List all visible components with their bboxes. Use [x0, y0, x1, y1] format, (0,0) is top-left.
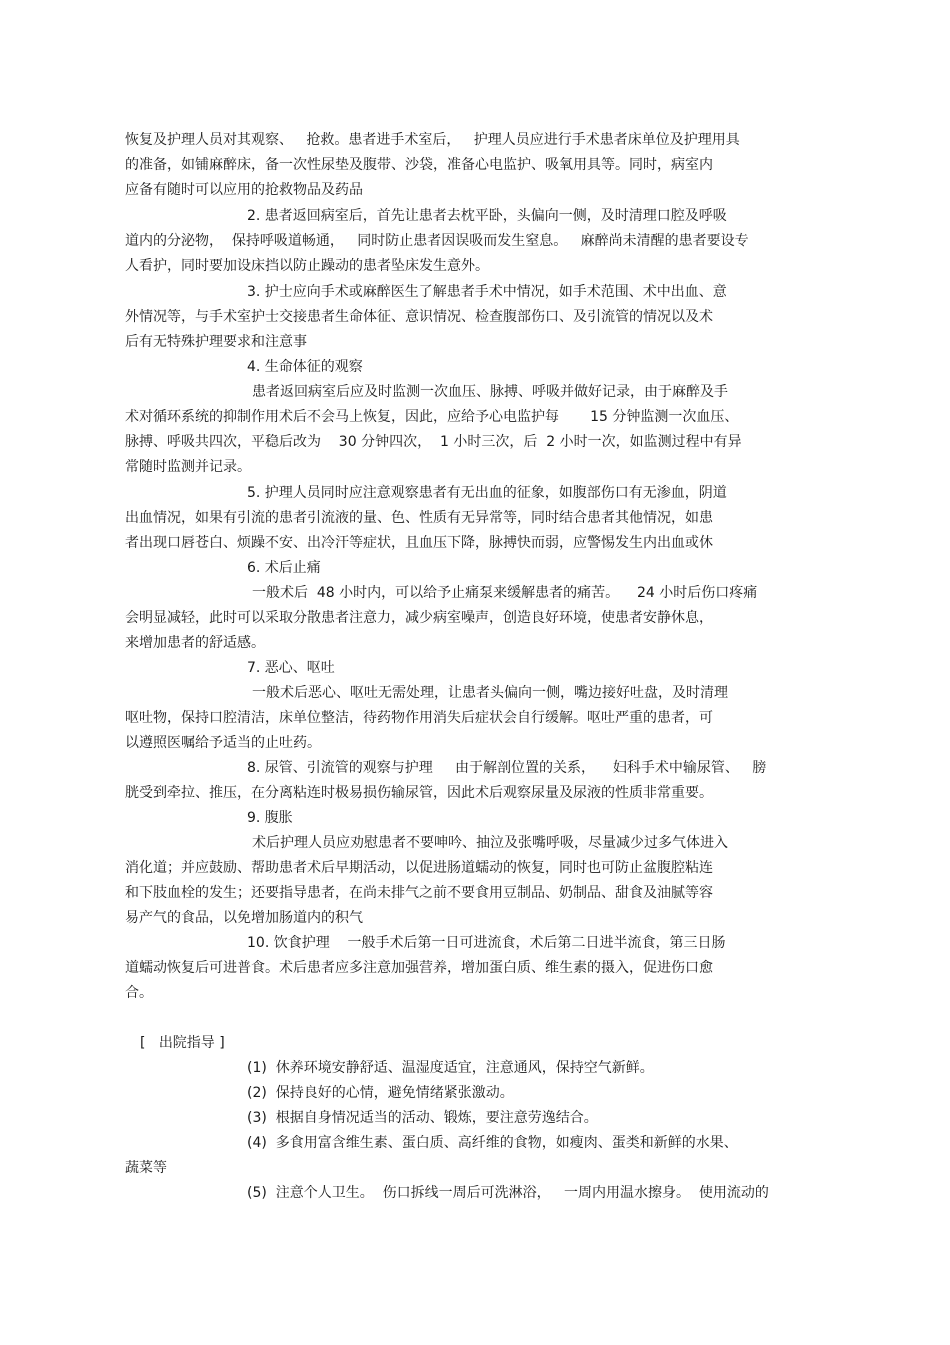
text-line: 以遵照医嘱给予适当的止吐药。: [125, 735, 321, 751]
text-line: 患者返回病室后应及时监测一次血压、脉搏、呼吸并做好记录，由于麻醉及手: [252, 384, 728, 400]
section-item-10: 10. 饮食护理 一般手术后第一日可进流食，术后第二日进半流食，第三日肠: [247, 935, 726, 951]
text-line: 道内的分泌物， 保持呼吸道畅通， 同时防止患者因误吸而发生窒息。 麻醉尚未清醒的患者要设专: [125, 233, 749, 249]
text-line: 脉搏、呼吸共四次，平稳后改为 30 分钟四次， 1 小时三次，后 2 小时一次，如监测过程中有异: [125, 434, 742, 450]
list-item: (4) 多食用富含维生素、蛋白质、高纤维的食物，如瘦肉、蛋类和新鲜的水果、: [247, 1135, 738, 1151]
list-item: (3) 根据自身情况适当的活动、锻炼，要注意劳逸结合。: [247, 1110, 598, 1126]
text-line: 会明显减轻，此时可以采取分散患者注意力，减少病室噪声，创造良好环境，使患者安静休息，: [125, 610, 713, 626]
list-item: (1) 休养环境安静舒适、温湿度适宜，注意通风，保持空气新鲜。: [247, 1060, 654, 1076]
text-line: 呕吐物，保持口腔清洁，床单位整洁，待药物作用消失后症状会自行缓解。呕吐严重的患者，可: [125, 710, 713, 726]
text-line: 和下肢血栓的发生；还要指导患者，在尚未排气之前不要食用豆制品、奶制品、甜食及油腻等容: [125, 885, 713, 901]
section-item-3: 3. 护士应向手术或麻醉医生了解患者手术中情况，如手术范围、术中出血、意: [247, 284, 727, 300]
text-line: 恢复及护理人员对其观察、 抢救。患者进手术室后， 护理人员应进行手术患者床单位及护理用具: [125, 132, 740, 148]
text-line: 消化道；并应鼓励、帮助患者术后早期活动，以促进肠道蠕动的恢复，同时也可防止盆腹腔粘连: [125, 860, 713, 876]
discharge-guidance-heading: [ 出院指导 ]: [140, 1035, 225, 1051]
text-line: 来增加患者的舒适感。: [125, 635, 265, 651]
text-line: 出血情况，如果有引流的患者引流液的量、色、性质有无异常等，同时结合患者其他情况，如患: [125, 510, 713, 526]
text-line: 一般术后 48 小时内，可以给予止痛泵来缓解患者的痛苦。 24 小时后伤口疼痛: [252, 585, 758, 601]
text-line: 易产气的食品，以免增加肠道内的积气: [125, 910, 363, 926]
section-heading-6: 6. 术后止痛: [247, 560, 321, 576]
text-line: 蔬菜等: [125, 1160, 167, 1176]
text-line: 术对循环系统的抑制作用术后不会马上恢复，因此，应给予心电监护每 15 分钟监测一次血压、: [125, 409, 739, 425]
list-item: (2) 保持良好的心情，避免情绪紧张激动。: [247, 1085, 514, 1101]
text-line: 常随时监测并记录。: [125, 459, 251, 475]
section-heading-4: 4. 生命体征的观察: [247, 359, 363, 375]
text-line: 外情况等，与手术室护士交接患者生命体征、意识情况、检查腹部伤口、及引流管的情况以及术: [125, 309, 713, 325]
text-line: 合。: [125, 985, 153, 1001]
text-line: 人看护，同时要加设床挡以防止躁动的患者坠床发生意外。: [125, 258, 489, 274]
section-item-8: 8. 尿管、引流管的观察与护理 由于解剖位置的关系， 妇科手术中输尿管、 膀: [247, 760, 767, 776]
text-line: 的准备，如铺麻醉床，备一次性尿垫及腹带、沙袋，准备心电监护、吸氧用具等。同时，病室内: [125, 157, 713, 173]
text-line: 应备有随时可以应用的抢救物品及药品: [125, 182, 363, 198]
text-line: 胱受到牵拉、推压，在分离粘连时极易损伤输尿管，因此术后观察尿量及尿液的性质非常重要。: [125, 785, 713, 801]
list-item: (5) 注意个人卫生。 伤口拆线一周后可洗淋浴， 一周内用温水擦身。 使用流动的: [247, 1185, 769, 1201]
text-line: 后有无特殊护理要求和注意事: [125, 334, 307, 350]
section-heading-7: 7. 恶心、呕吐: [247, 660, 335, 676]
text-line: 一般术后恶心、呕吐无需处理，让患者头偏向一侧，嘴边接好吐盘，及时清理: [252, 685, 728, 701]
section-item-2: 2. 患者返回病室后，首先让患者去枕平卧，头偏向一侧，及时清理口腔及呼吸: [247, 208, 727, 224]
section-item-5: 5. 护理人员同时应注意观察患者有无出血的征象，如腹部伤口有无渗血，阴道: [247, 485, 727, 501]
text-line: 者出现口唇苍白、烦躁不安、出冷汗等症状，且血压下降，脉搏快而弱，应警惕发生内出血或休: [125, 535, 713, 551]
text-line: 术后护理人员应劝慰患者不要呻吟、抽泣及张嘴呼吸，尽量减少过多气体进入: [252, 835, 728, 851]
text-line: 道蠕动恢复后可进普食。术后患者应多注意加强营养，增加蛋白质、维生素的摄入，促进伤口愈: [125, 960, 713, 976]
section-heading-9: 9. 腹胀: [247, 810, 293, 826]
